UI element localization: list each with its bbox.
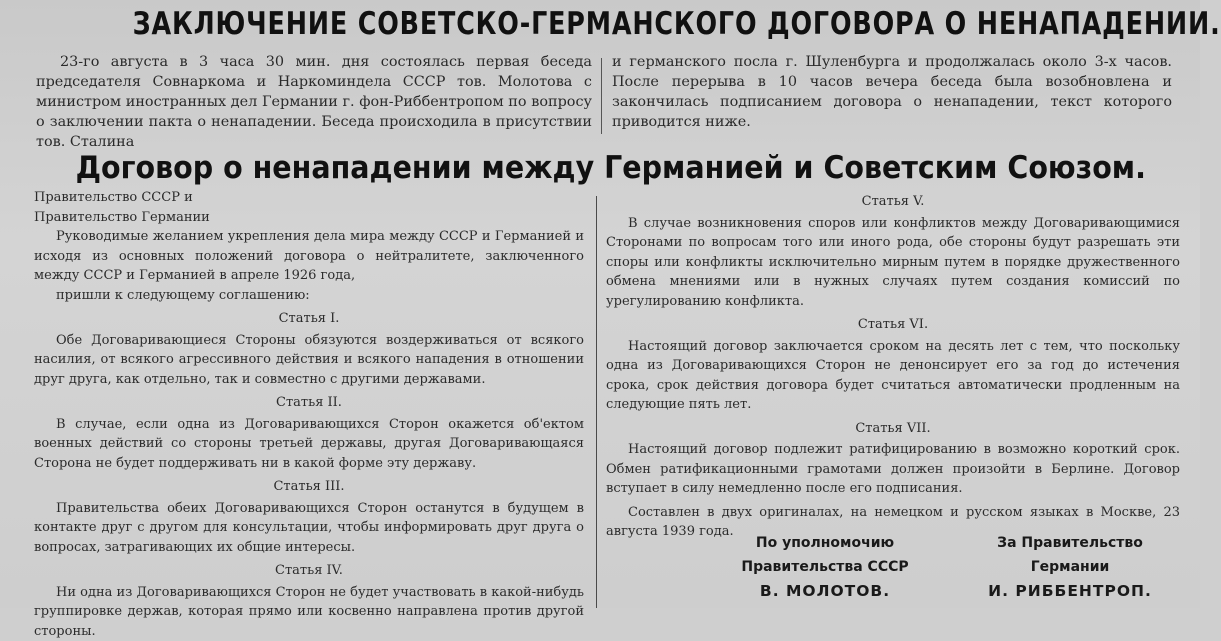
article-1-heading: Статья I. [34, 309, 584, 329]
article-5-text: В случае возникновения споров или конфликтов между Договаривающимися Сторонами по вопросам того или иного рода, обе стороны будут разрешать эти споры или конфликты исключительно мирным путем в порядке дружественного обмена мнениями или в нужных случаях путем создания комиссий по урегулированию конфликта. [606, 214, 1180, 312]
signature-ussr-line2: Правительства СССР [700, 555, 950, 579]
article-3-heading: Статья III. [34, 477, 584, 497]
treaty-title: Договор о ненападении между Германией и Советским Союзом. [76, 146, 1125, 190]
signature-germany-line1: За Правительство [960, 531, 1180, 555]
intro-text-left: 23-го августа в 3 часа 30 мин. дня состоялась первая беседа председателя Совнаркома и Наркоминдела СССР тов. Молотова с министром иностранных дел Германии г. фон-Риббентропом по вопросу о заключении пакта о ненападении. Беседа происходила в присутствии тов. Сталина [36, 52, 592, 152]
preamble-text: Руководимые желанием укрепления дела мира между СССР и Германией и исходя из основных положений договора о нейтралитете, заключенного между СССР и Германией в апреле 1926 года, [34, 227, 584, 286]
signature-germany [960, 531, 1180, 603]
intro-column-divider [601, 58, 602, 134]
signature-germany-name: И. РИББЕНТРОП. [960, 579, 1180, 603]
preamble-party-germany: Правительство Германии [34, 208, 584, 228]
column-divider [596, 196, 597, 608]
signature-ussr-line1: По уполномочию [700, 531, 950, 555]
article-4-heading: Статья IV. [34, 561, 584, 581]
article-3-text: Правительства обеих Договаривающихся Сторон останутся в будущем в контакте друг с другом для консультации, чтобы информировать друг друга о вопросах, затрагивающих их общие интересы. [34, 499, 584, 558]
article-2-text: В случае, если одна из Договаривающихся Сторон окажется об'ектом военных действий со стороны третьей державы, другая Договаривающаяся Сторона не будет поддерживать ни в какой форме эту державу. [34, 415, 584, 474]
treaty-column-right [606, 188, 1180, 542]
closing-text: Составлен в двух оригиналах, на немецком и русском языках в Москве, 23 августа 1939 года. [606, 503, 1180, 542]
intro-text-right: и германского посла г. Шуленбурга и продолжалась около 3-х часов. После перерыва в 10 часов вечера беседа была возобновлена и закончилась подписанием договора о ненападении, текст которого приводится ниже. [612, 52, 1172, 132]
article-7-heading: Статья VII. [606, 419, 1180, 439]
signature-germany-line2: Германии [960, 555, 1180, 579]
agreement-line: пришли к следующему соглашению: [34, 286, 584, 306]
article-6-heading: Статья VI. [606, 315, 1180, 335]
article-2-heading: Статья II. [34, 393, 584, 413]
article-5-heading: Статья V. [606, 192, 1180, 212]
signature-ussr [700, 531, 950, 603]
article-4-text: Ни одна из Договаривающихся Сторон не будет участвовать в какой-нибудь группировке держав, которая прямо или косвенно направлена против другой стороны. [34, 583, 584, 641]
treaty-column-left [34, 188, 584, 641]
signature-block [700, 531, 1180, 605]
preamble-party-ussr: Правительство СССР и [34, 188, 584, 208]
article-7-text: Настоящий договор подлежит ратифицированию в возможно короткий срок. Обмен ратификационными грамотами должен произойти в Берлине. Договор вступает в силу немедленно после его подписания. [606, 440, 1180, 499]
signature-ussr-name: В. МОЛОТОВ. [700, 579, 950, 603]
article-6-text: Настоящий договор заключается сроком на десять лет с тем, что поскольку одна из Договаривающихся Сторон не денонсирует его за год до истечения срока, срок действия договора будет считаться автоматически продленным на следующие пять лет. [606, 337, 1180, 415]
headline: ЗАКЛЮЧЕНИЕ СОВЕТСКО-ГЕРМАНСКОГО ДОГОВОРА О НЕНАПАДЕНИИ. [133, 2, 1068, 46]
article-1-text: Обе Договаривающиеся Стороны обязуются воздерживаться от всякого насилия, от всякого агрессивного действия и всякого нападения в отношении друг друга, как отдельно, так и совместно с другими державами. [34, 331, 584, 390]
